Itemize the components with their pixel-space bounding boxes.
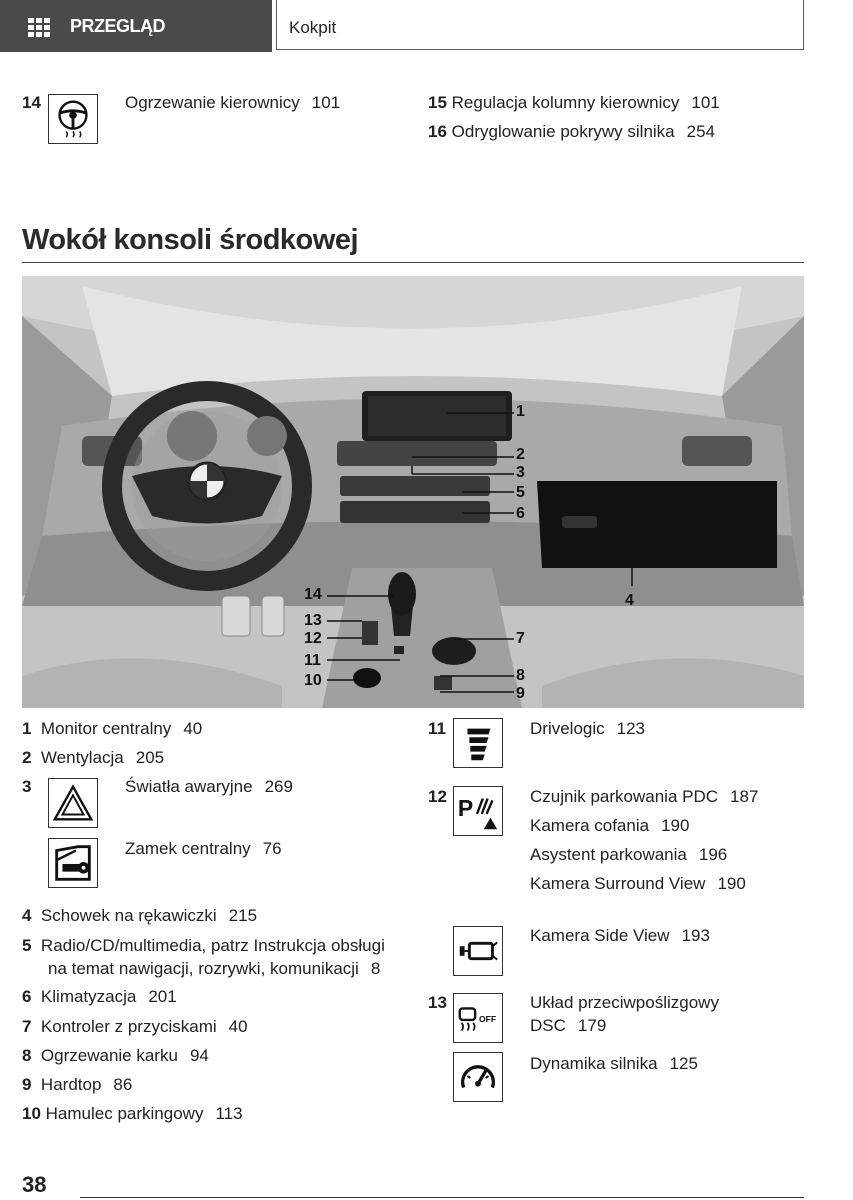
list-item: Kamera Side View 193 [530, 926, 710, 945]
list-item: Drivelogic 123 [530, 719, 646, 738]
item-number: 12 [428, 787, 447, 806]
callout-label: 5 [516, 484, 525, 501]
steering-wheel-heat-icon [48, 94, 98, 144]
footer-divider [80, 1197, 804, 1198]
list-item-continuation: DSC 179 [530, 1016, 607, 1035]
callout-label: 3 [516, 464, 525, 481]
header-section-tab [0, 0, 272, 52]
item-number: 11 [428, 719, 446, 738]
list-item: 9 Hardtop 86 [22, 1075, 133, 1094]
pdc-icon [453, 786, 503, 836]
list-item: Czujnik parkowania PDC 187 [530, 787, 759, 806]
callout-label: 2 [516, 446, 525, 463]
list-item: Kamera cofania 190 [530, 816, 690, 835]
list-item: 8 Ogrzewanie karku 94 [22, 1046, 209, 1065]
callout-label: 4 [625, 592, 634, 609]
section-title: Wokół konsoli środkowej [22, 224, 359, 256]
page-number: 38 [22, 1172, 47, 1197]
header-subsection-title: Kokpit [289, 18, 337, 37]
list-item: Kamera Surround View 190 [530, 874, 746, 893]
car-door-key-icon [48, 838, 98, 888]
item-number: 3 [22, 777, 32, 796]
list-item: 16 Odryglowanie pokrywy silnika 254 [428, 122, 716, 141]
list-item: Układ przeciwpoślizgowy [530, 993, 719, 1012]
callout-label: 12 [304, 630, 322, 647]
callout-label: 1 [516, 403, 525, 420]
callout-label: 10 [304, 672, 322, 689]
list-item: Asystent parkowania 196 [530, 845, 728, 864]
svg-text:P: P [457, 794, 474, 821]
callout-label: 9 [516, 685, 525, 702]
side-camera-icon [453, 926, 503, 976]
grid-menu-icon [28, 18, 52, 38]
list-item: 10 Hamulec parkingowy 113 [22, 1104, 243, 1123]
list-item-continuation: na temat nawigacji, rozrywki, komunikacji 8 [48, 959, 381, 978]
list-item: 6 Klimatyzacja 201 [22, 987, 177, 1006]
list-item: Światła awaryjne 269 [125, 777, 293, 796]
list-item: 1 Monitor centralny 40 [22, 719, 203, 738]
item-number: 13 [428, 993, 447, 1012]
list-item: 2 Wentylacja 205 [22, 748, 165, 767]
list-item: 15 Regulacja kolumny kierownicy 101 [428, 93, 720, 112]
callout-label: 8 [516, 667, 525, 684]
list-item: 4 Schowek na rękawiczki 215 [22, 906, 258, 925]
callout-label: 6 [516, 505, 525, 522]
list-item: Dynamika silnika 125 [530, 1054, 698, 1073]
callout-label: 7 [516, 630, 525, 647]
header-subsection-box [276, 0, 804, 50]
cockpit-photo [22, 276, 804, 708]
section-divider [22, 262, 804, 263]
hazard-triangle-icon [48, 778, 98, 828]
list-item: 7 Kontroler z przyciskami 40 [22, 1017, 248, 1036]
speedometer-icon [453, 1052, 503, 1102]
list-item: Ogrzewanie kierownicy 101 [125, 93, 341, 112]
drivelogic-icon [453, 718, 503, 768]
header-section-title: PRZEGLĄD [70, 16, 165, 36]
item-number: 14 [22, 93, 41, 112]
dsc-off-text: OFF [478, 1013, 497, 1024]
dsc-off-icon [453, 993, 503, 1043]
callout-label: 11 [304, 652, 321, 669]
callout-label: 14 [304, 586, 322, 603]
list-item: 5 Radio/CD/multimedia, patrz Instrukcja obsługi [22, 936, 385, 955]
list-item: Zamek centralny 76 [125, 839, 282, 858]
callout-label: 13 [304, 612, 322, 629]
